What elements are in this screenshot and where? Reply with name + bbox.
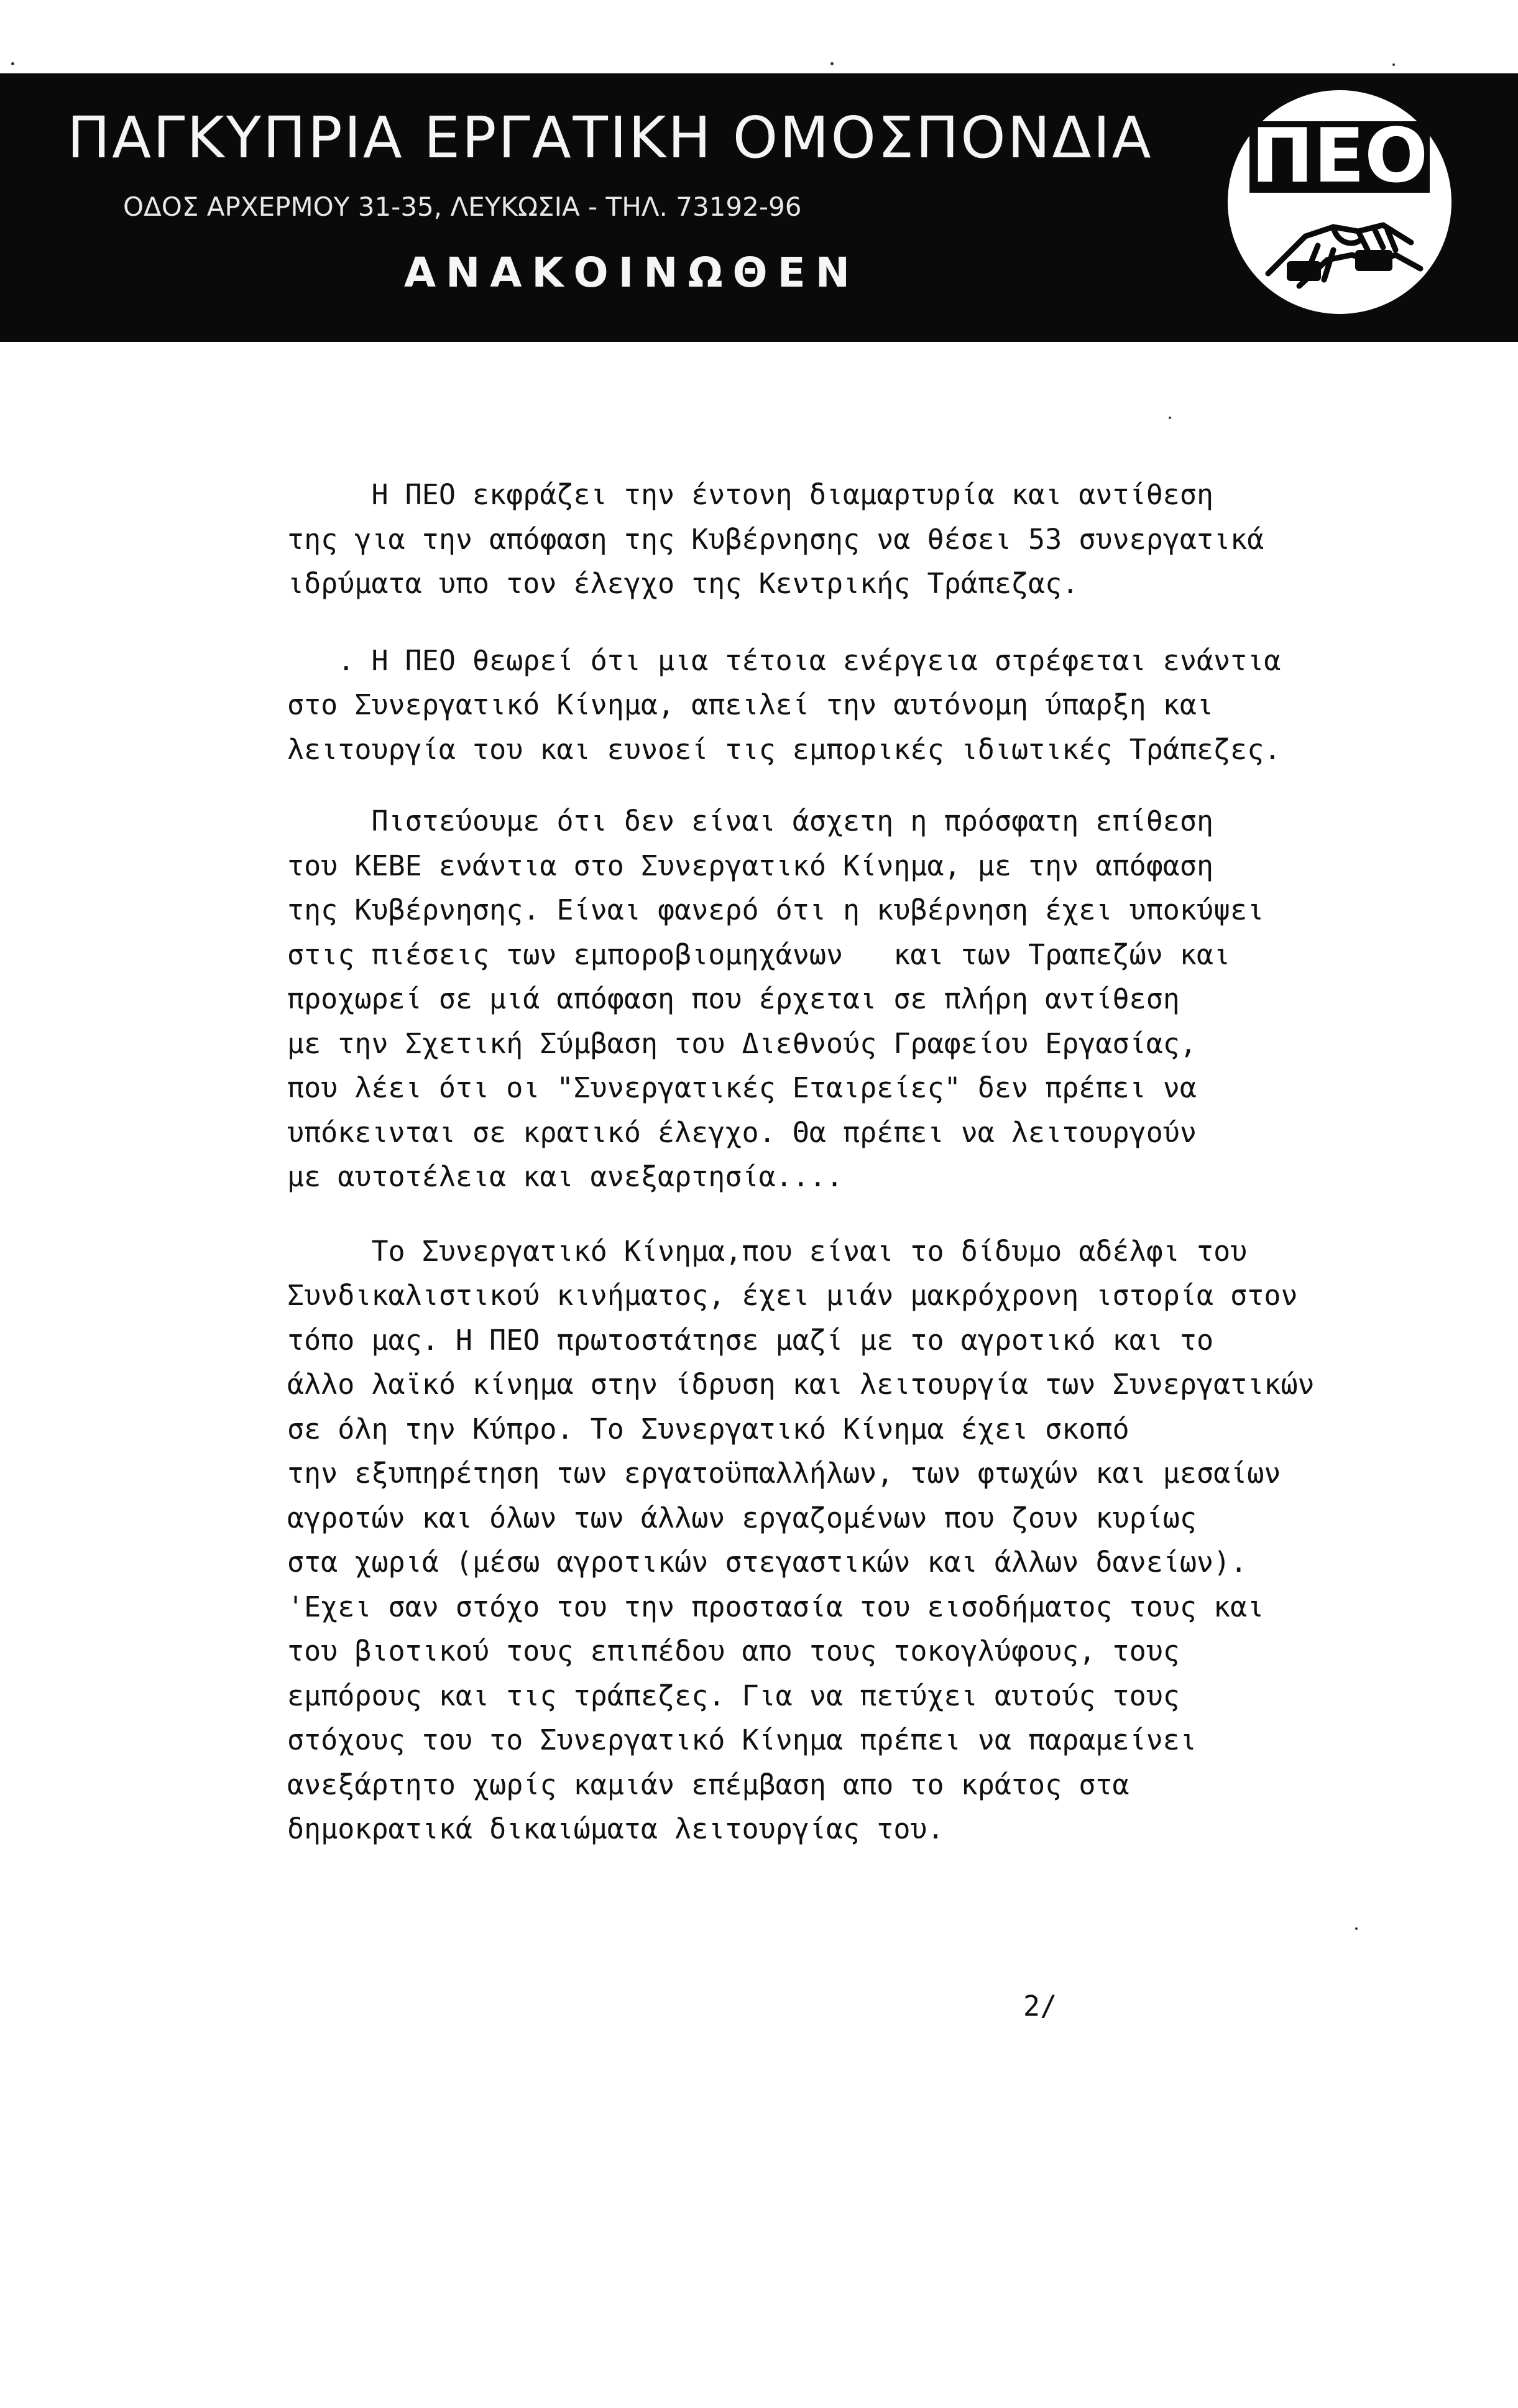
announcement-heading: ΑΝΑΚΟΙΝΩΘΕΝ: [404, 249, 860, 297]
text-line: 'Εχει σαν στόχο του την προστασία του εισοδήματος τους και: [287, 1590, 1264, 1623]
text-line: δημοκρατικά δικαιώματα λειτουργίας του.: [287, 1812, 944, 1845]
text-line: στα χωριά (μέσω αγροτικών στεγαστικών και άλλων δανείων).: [287, 1546, 1248, 1579]
text-line: που λέει ότι οι "Συνεργατικές Εταιρείες" δεν πρέπει να: [287, 1071, 1197, 1104]
text-line: . Η ΠΕΟ θεωρεί ότι μια τέτοια ενέργεια στρέφεται ενάντια: [287, 644, 1281, 677]
text-line: τόπο μας. Η ΠΕΟ πρωτοστάτησε μαζί με το αγροτικό και το: [287, 1323, 1214, 1357]
text-line: Πιστεύουμε ότι δεν είναι άσχετη η πρόσφατη επίθεση: [287, 805, 1214, 837]
text-line: στο Συνεργατικό Κίνημα, απειλεί την αυτόνομη ύπαρξη και: [287, 688, 1214, 721]
text-line: Η ΠΕΟ εκφράζει την έντονη διαμαρτυρία και αντίθεση: [287, 478, 1214, 511]
text-line: υπόκεινται σε κρατικό έλεγχο. Θα πρέπει να λειτουργούν: [287, 1115, 1197, 1149]
scan-speck: [830, 62, 834, 65]
announcement-body: [287, 473, 1437, 1852]
organization-address: ΟΔΟΣ ΑΡΧΕΡΜΟΥ 31-35, ΛΕΥΚΩΣΙΑ - ΤΗΛ. 73192-96: [123, 191, 802, 222]
logo-letters: ΠΕΟ: [1251, 113, 1428, 200]
text-line: με την Σχετική Σύμβαση του Διεθνούς Γραφείου Εργασίας,: [287, 1026, 1197, 1060]
paragraph-protest: [287, 473, 1437, 606]
text-line: του βιοτικού τους επιπέδου απο τους τοκογλύφους, τους: [287, 1635, 1180, 1668]
text-line: της για την απόφαση της Κυβέρνησης να θέσει 53 συνεργατικά: [287, 522, 1264, 556]
text-line: στόχους του το Συνεργατικό Κίνημα πρέπει να παραμείνει: [287, 1723, 1197, 1756]
text-line: την εξυπηρέτηση των εργατοϋπαλλήλων, των φτωχών και μεσαίων: [287, 1457, 1281, 1490]
scan-speck: [1355, 1927, 1358, 1930]
text-line: της Κυβέρνησης. Είναι φανερό ότι η κυβέρνηση έχει υποκύψει: [287, 893, 1264, 926]
organization-name: ΠΑΓΚΥΠΡΙΑ ΕΡΓΑΤΙΚΗ ΟΜΟΣΠΟΝΔΙΑ: [67, 104, 1153, 171]
text-line: λειτουργία του και ευνοεί τις εμπορικές ιδιωτικές Τράπεζες.: [287, 732, 1281, 766]
text-line: με αυτοτέλεια και ανεξαρτησία....: [287, 1160, 844, 1193]
handshake-icon: [1225, 87, 1455, 317]
text-line: εμπόρους και τις τράπεζες. Για να πετύχει αυτούς τους: [287, 1679, 1180, 1712]
paragraph-keve-attack: [287, 799, 1437, 1199]
text-line: προχωρεί σε μιά απόφαση που έρχεται σε πλήρη αντίθεση: [287, 982, 1180, 1015]
text-line: ανεξάρτητο χωρίς καμιάν επέμβαση απο το κράτος στα: [287, 1768, 1129, 1801]
scan-speck: [1392, 63, 1395, 66]
text-line: αγροτών και όλων των άλλων εργαζομένων που ζουν κυρίως: [287, 1501, 1197, 1534]
paragraph-cooperative-movement: [287, 1229, 1437, 1852]
page-number: 2/: [1023, 1990, 1057, 2023]
scan-speck: [11, 62, 14, 65]
text-line: του ΚΕΒΕ ενάντια στο Συνεργατικό Κίνημα, με την απόφαση: [287, 849, 1214, 882]
text-line: Το Συνεργατικό Κίνημα,που είναι το δίδυμο αδέλφι του: [287, 1234, 1248, 1268]
text-line: σε όλη την Κύπρο. Το Συνεργατικό Κίνημα έχει σκοπό: [287, 1412, 1129, 1446]
paragraph-threat: [287, 639, 1437, 772]
scan-speck: [1169, 417, 1171, 419]
peo-logo: [1225, 87, 1455, 317]
text-line: ιδρύματα υπο τον έλεγχο της Κεντρικής Τράπεζας.: [287, 567, 1079, 600]
text-line: άλλο λαϊκό κίνημα στην ίδρυση και λειτουργία των Συνεργατικών: [287, 1368, 1315, 1401]
text-line: στις πιέσεις των εμποροβιομηχάνων και των Τραπεζών και: [287, 938, 1231, 971]
text-line: Συνδικαλιστικού κινήματος, έχει μιάν μακρόχρονη ιστορία στον: [287, 1279, 1298, 1312]
